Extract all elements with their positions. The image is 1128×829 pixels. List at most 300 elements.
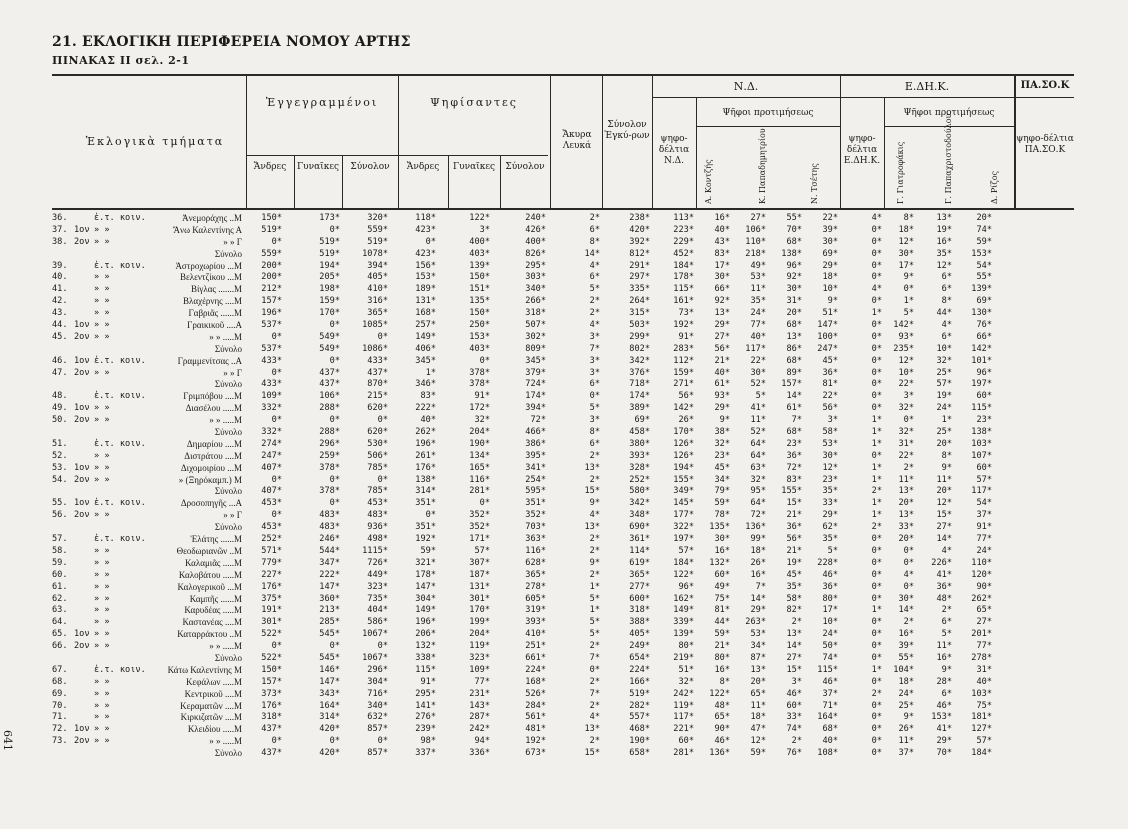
row-value-cell: 117* bbox=[673, 712, 694, 723]
row-value-cell: 9* bbox=[941, 664, 952, 675]
row-value-cell: 80* bbox=[714, 652, 730, 663]
row-kind: » » bbox=[94, 688, 110, 699]
row-value-cell: 249* bbox=[629, 641, 650, 652]
table-row bbox=[0, 701, 1128, 713]
row-value-cell: 0* bbox=[329, 415, 340, 426]
row-section-name: » » .....Μ bbox=[209, 331, 242, 342]
row-number: 38. bbox=[52, 236, 68, 247]
row-value-cell: 1* bbox=[871, 308, 882, 319]
row-value-cell: 57* bbox=[678, 545, 694, 556]
row-value-cell: 0* bbox=[871, 748, 882, 759]
row-number: 49. bbox=[52, 403, 68, 414]
row-value-cell: 64* bbox=[750, 450, 766, 461]
row-value-cell: 580* bbox=[629, 486, 650, 497]
row-number: 66. bbox=[52, 641, 68, 652]
row-number: 68. bbox=[52, 676, 68, 687]
row-value-cell: 17* bbox=[898, 260, 914, 271]
row-value-cell: 174* bbox=[525, 391, 546, 402]
row-value-cell: 48* bbox=[714, 700, 730, 711]
table-row bbox=[0, 570, 1128, 582]
row-value-cell: 131* bbox=[469, 581, 490, 592]
row-value-cell: 351* bbox=[415, 522, 436, 533]
row-value-cell: 176* bbox=[261, 581, 282, 592]
table-row bbox=[0, 641, 1128, 653]
row-value-cell: 10* bbox=[822, 617, 838, 628]
subheader-rule-2 bbox=[398, 155, 548, 156]
row-value-cell: 628* bbox=[525, 557, 546, 568]
page-subtitle: ΠΙΝΑΚΑΣ ΙΙ σελ. 2-1 bbox=[52, 54, 190, 67]
row-value-cell: 142* bbox=[971, 343, 992, 354]
col-rule bbox=[602, 74, 603, 209]
row-value-cell: 936* bbox=[367, 522, 388, 533]
row-value-cell: 70* bbox=[786, 224, 802, 235]
row-section-name: Γραικικοῦ ....Α bbox=[187, 320, 242, 331]
row-value-cell: 78* bbox=[714, 510, 730, 521]
table-row bbox=[0, 665, 1128, 677]
row-value-cell: 0* bbox=[903, 545, 914, 556]
row-value-cell: 321* bbox=[415, 557, 436, 568]
row-value-cell: 31* bbox=[976, 664, 992, 675]
table-row bbox=[0, 486, 1128, 498]
row-value-cell: 65* bbox=[750, 688, 766, 699]
row-value-cell: 2* bbox=[589, 641, 600, 652]
row-value-cell: 0* bbox=[271, 736, 282, 747]
row-value-cell: 2* bbox=[589, 534, 600, 545]
row-value-cell: 0* bbox=[425, 236, 436, 247]
row-value-cell: 36* bbox=[936, 581, 952, 592]
row-value-cell: 95* bbox=[750, 486, 766, 497]
row-value-cell: 3* bbox=[589, 367, 600, 378]
row-value-cell: 126* bbox=[673, 450, 694, 461]
row-value-cell: 24* bbox=[976, 545, 992, 556]
row-value-cell: 10* bbox=[822, 284, 838, 295]
row-value-cell: 13* bbox=[898, 510, 914, 521]
row-section-name: » » Γ bbox=[223, 510, 242, 521]
row-value-cell: 8* bbox=[589, 236, 600, 247]
table-row bbox=[0, 261, 1128, 273]
row-value-cell: 6* bbox=[589, 224, 600, 235]
row-value-cell: 5* bbox=[589, 284, 600, 295]
row-value-cell: 0* bbox=[377, 641, 388, 652]
row-number: 53. bbox=[52, 462, 68, 473]
row-value-cell: 240* bbox=[525, 213, 546, 223]
row-value-cell: 142* bbox=[673, 403, 694, 414]
row-value-cell: 76* bbox=[976, 320, 992, 331]
row-value-cell: 13* bbox=[750, 664, 766, 675]
row-value-cell: 410* bbox=[367, 284, 388, 295]
row-value-cell: 278* bbox=[971, 652, 992, 663]
row-value-cell: 106* bbox=[319, 391, 340, 402]
row-value-cell: 77* bbox=[976, 641, 992, 652]
row-subdivision: 2ον bbox=[74, 415, 90, 426]
row-value-cell: 348* bbox=[629, 510, 650, 521]
row-section-name: Γραμμενίτσας ..Α bbox=[177, 355, 242, 366]
row-value-cell: 115* bbox=[673, 284, 694, 295]
row-value-cell: 12* bbox=[898, 236, 914, 247]
page-title: 21. ΕΚΛΟΓΙΚΗ ΠΕΡΙΦΕΡΕΙΑ ΝΟΜΟΥ ΑΡΤΗΣ bbox=[52, 34, 411, 50]
row-value-cell: 159* bbox=[319, 296, 340, 307]
row-value-cell: 64* bbox=[750, 438, 766, 449]
party-rule bbox=[652, 97, 1074, 98]
row-value-cell: 62* bbox=[822, 522, 838, 533]
row-value-cell: 20* bbox=[936, 438, 952, 449]
row-value-cell: 1115* bbox=[362, 545, 388, 556]
row-value-cell: 281* bbox=[673, 748, 694, 759]
row-number: 43. bbox=[52, 308, 68, 319]
row-value-cell: 314* bbox=[319, 712, 340, 723]
row-value-cell: 127* bbox=[971, 724, 992, 735]
row-kind: ἐ.τ. κοιν. bbox=[94, 534, 146, 545]
row-value-cell: 400* bbox=[469, 236, 490, 247]
row-value-cell: 33* bbox=[786, 712, 802, 723]
row-value-cell: 184* bbox=[673, 260, 694, 271]
row-value-cell: 4* bbox=[941, 320, 952, 331]
table-row bbox=[0, 510, 1128, 522]
row-value-cell: 2* bbox=[589, 676, 600, 687]
row-value-cell: 91* bbox=[420, 676, 436, 687]
row-value-cell: 360* bbox=[319, 593, 340, 604]
row-value-cell: 141* bbox=[415, 700, 436, 711]
row-subdivision: 2ον bbox=[74, 474, 90, 485]
row-value-cell: 98* bbox=[420, 736, 436, 747]
row-value-cell: 68* bbox=[786, 236, 802, 247]
row-section-name: Βλαχέρνης ....Μ bbox=[183, 296, 242, 307]
row-section-name: Θεοδωριανῶν ..Μ bbox=[176, 545, 242, 556]
row-value-cell: 519* bbox=[261, 224, 282, 235]
row-number: 45. bbox=[52, 331, 68, 342]
header-invalid: Ἄκυρα Λευκά bbox=[562, 130, 592, 151]
row-value-cell: 5* bbox=[755, 391, 766, 402]
row-value-cell: 420* bbox=[319, 724, 340, 735]
row-kind: » » bbox=[94, 236, 110, 247]
row-value-cell: 266* bbox=[525, 296, 546, 307]
row-value-cell: 39* bbox=[822, 224, 838, 235]
row-value-cell: 55* bbox=[786, 213, 802, 223]
row-value-cell: 40* bbox=[420, 415, 436, 426]
row-kind: » » bbox=[94, 284, 110, 295]
table-row bbox=[0, 498, 1128, 510]
row-value-cell: 282* bbox=[629, 700, 650, 711]
row-value-cell: 0* bbox=[871, 545, 882, 556]
row-kind: » » bbox=[94, 676, 110, 687]
row-value-cell: 116* bbox=[469, 474, 490, 485]
row-value-cell: 661* bbox=[525, 652, 546, 663]
row-value-cell: 29* bbox=[822, 510, 838, 521]
row-value-cell: 40* bbox=[714, 367, 730, 378]
row-value-cell: 151* bbox=[469, 284, 490, 295]
row-value-cell: 77* bbox=[474, 676, 490, 687]
row-value-cell: 206* bbox=[415, 629, 436, 640]
row-section-name: Βίγλας .......Μ bbox=[190, 284, 242, 295]
row-value-cell: 41* bbox=[936, 724, 952, 735]
row-subdivision: 2ον bbox=[74, 736, 90, 747]
row-value-cell: 262* bbox=[971, 593, 992, 604]
table-row bbox=[0, 368, 1128, 380]
row-section-name: Καλογερικοῦ ...Μ bbox=[177, 581, 242, 592]
row-value-cell: 449* bbox=[367, 569, 388, 580]
row-value-cell: 0* bbox=[871, 593, 882, 604]
row-kind: » » bbox=[94, 629, 110, 640]
row-value-cell: 0* bbox=[329, 498, 340, 509]
row-value-cell: 3* bbox=[589, 355, 600, 366]
row-value-cell: 0* bbox=[329, 224, 340, 235]
row-value-cell: 3* bbox=[589, 331, 600, 342]
row-value-cell: 466* bbox=[525, 427, 546, 438]
row-value-cell: 197* bbox=[673, 534, 694, 545]
row-value-cell: 69* bbox=[976, 296, 992, 307]
row-value-cell: 26* bbox=[750, 557, 766, 568]
row-value-cell: 110* bbox=[971, 557, 992, 568]
row-value-cell: 0* bbox=[871, 676, 882, 687]
row-section-name: Σύνολο bbox=[214, 486, 242, 497]
row-value-cell: 224* bbox=[629, 664, 650, 675]
row-number: 52. bbox=[52, 450, 68, 461]
row-value-cell: 724* bbox=[525, 379, 546, 390]
row-kind: » » bbox=[94, 510, 110, 521]
row-value-cell: 365* bbox=[525, 569, 546, 580]
row-value-cell: 63* bbox=[750, 462, 766, 473]
row-value-cell: 172* bbox=[469, 403, 490, 414]
row-value-cell: 14* bbox=[584, 248, 600, 259]
row-kind: » » bbox=[94, 224, 110, 235]
row-value-cell: 176* bbox=[415, 462, 436, 473]
row-value-cell: 288* bbox=[319, 403, 340, 414]
header-edik-ballots: ψηφο-δέλτια Ε.ΔΗ.Κ. bbox=[843, 134, 881, 166]
row-value-cell: 170* bbox=[469, 605, 490, 616]
row-value-cell: 53* bbox=[750, 272, 766, 283]
table-body bbox=[0, 213, 1128, 760]
row-value-cell: 0* bbox=[271, 331, 282, 342]
row-value-cell: 437* bbox=[367, 367, 388, 378]
row-value-cell: 17* bbox=[822, 605, 838, 616]
row-value-cell: 303* bbox=[525, 272, 546, 283]
row-value-cell: 52* bbox=[750, 379, 766, 390]
row-value-cell: 301* bbox=[469, 593, 490, 604]
row-value-cell: 22* bbox=[898, 450, 914, 461]
row-value-cell: 0* bbox=[871, 641, 882, 652]
row-value-cell: 2* bbox=[871, 486, 882, 497]
row-value-cell: 15* bbox=[584, 748, 600, 759]
row-value-cell: 57* bbox=[936, 379, 952, 390]
row-value-cell: 779* bbox=[261, 557, 282, 568]
row-value-cell: 8* bbox=[719, 676, 730, 687]
row-value-cell: 82* bbox=[786, 605, 802, 616]
row-value-cell: 147* bbox=[817, 320, 838, 331]
table-row bbox=[0, 308, 1128, 320]
row-value-cell: 53* bbox=[822, 438, 838, 449]
row-value-cell: 246* bbox=[319, 534, 340, 545]
row-value-cell: 407* bbox=[261, 486, 282, 497]
row-value-cell: 0* bbox=[871, 403, 882, 414]
row-subdivision: 1ον bbox=[74, 498, 90, 509]
row-value-cell: 351* bbox=[525, 498, 546, 509]
row-value-cell: 304* bbox=[415, 593, 436, 604]
row-value-cell: 506* bbox=[367, 450, 388, 461]
row-value-cell: 18* bbox=[822, 272, 838, 283]
row-value-cell: 25* bbox=[936, 427, 952, 438]
row-value-cell: 1* bbox=[589, 605, 600, 616]
row-value-cell: 11* bbox=[898, 474, 914, 485]
row-value-cell: 74* bbox=[976, 224, 992, 235]
row-value-cell: 109* bbox=[261, 391, 282, 402]
row-value-cell: 586* bbox=[367, 617, 388, 628]
row-value-cell: 20* bbox=[976, 213, 992, 223]
row-value-cell: 119* bbox=[673, 700, 694, 711]
row-value-cell: 4* bbox=[589, 712, 600, 723]
row-value-cell: 87* bbox=[750, 652, 766, 663]
row-subdivision: 1ον bbox=[74, 355, 90, 366]
row-value-cell: 19* bbox=[786, 557, 802, 568]
row-value-cell: 13* bbox=[584, 522, 600, 533]
row-value-cell: 20* bbox=[936, 486, 952, 497]
row-value-cell: 5* bbox=[941, 629, 952, 640]
row-value-cell: 242* bbox=[673, 688, 694, 699]
row-value-cell: 51* bbox=[822, 308, 838, 319]
row-section-name: Σύνολο bbox=[214, 379, 242, 390]
row-value-cell: 212* bbox=[261, 284, 282, 295]
row-value-cell: 0* bbox=[377, 331, 388, 342]
row-value-cell: 295* bbox=[525, 260, 546, 271]
row-value-cell: 171* bbox=[469, 534, 490, 545]
row-value-cell: 130* bbox=[971, 308, 992, 319]
row-value-cell: 198* bbox=[319, 284, 340, 295]
header-party-nd: Ν.Δ. bbox=[733, 80, 759, 93]
row-value-cell: 277* bbox=[629, 581, 650, 592]
row-value-cell: 0* bbox=[271, 474, 282, 485]
row-value-cell: 32* bbox=[750, 474, 766, 485]
row-value-cell: 196* bbox=[415, 617, 436, 628]
row-kind: » » bbox=[94, 367, 110, 378]
table-row bbox=[0, 225, 1128, 237]
row-value-cell: 119* bbox=[469, 641, 490, 652]
row-value-cell: 44* bbox=[936, 308, 952, 319]
header-pasok-ballots: ψηφο-δέλτια ΠΑ.ΣΟ.Κ bbox=[1016, 134, 1074, 155]
row-value-cell: 200* bbox=[261, 260, 282, 271]
row-section-name: Γριμπόβου ....Μ bbox=[183, 391, 242, 402]
row-value-cell: 59* bbox=[750, 748, 766, 759]
table-row bbox=[0, 605, 1128, 617]
row-value-cell: 14* bbox=[786, 641, 802, 652]
row-value-cell: 5* bbox=[589, 593, 600, 604]
row-value-cell: 24* bbox=[898, 688, 914, 699]
row-value-cell: 36* bbox=[786, 522, 802, 533]
row-value-cell: 134* bbox=[469, 450, 490, 461]
row-value-cell: 189* bbox=[415, 284, 436, 295]
row-value-cell: 40* bbox=[976, 676, 992, 687]
row-section-name: Ἀνεμοράχης ..Μ bbox=[182, 213, 242, 223]
row-value-cell: 40* bbox=[714, 224, 730, 235]
row-value-cell: 600* bbox=[629, 593, 650, 604]
row-value-cell: 2* bbox=[589, 569, 600, 580]
row-value-cell: 406* bbox=[415, 343, 436, 354]
row-value-cell: 4* bbox=[589, 260, 600, 271]
row-value-cell: 147* bbox=[415, 581, 436, 592]
row-kind: ἐ.τ. κοιν. bbox=[94, 438, 146, 449]
row-number: 61. bbox=[52, 581, 68, 592]
row-value-cell: 30* bbox=[898, 593, 914, 604]
row-kind: » » bbox=[94, 331, 110, 342]
row-number: 62. bbox=[52, 593, 68, 604]
row-number: 39. bbox=[52, 260, 68, 271]
row-value-cell: 147* bbox=[319, 581, 340, 592]
row-value-cell: 200* bbox=[261, 272, 282, 283]
table-row bbox=[0, 451, 1128, 463]
row-number: 58. bbox=[52, 545, 68, 556]
row-section-name: Σύνολο bbox=[214, 748, 242, 759]
row-value-cell: 11* bbox=[750, 700, 766, 711]
row-value-cell: 12* bbox=[936, 498, 952, 509]
row-subdivision: 1ον bbox=[74, 462, 90, 473]
row-section-name: Κεντρικοῦ ....Μ bbox=[184, 688, 242, 699]
row-subdivision: 1ον bbox=[74, 724, 90, 735]
row-value-cell: 297* bbox=[629, 272, 650, 283]
row-value-cell: 8* bbox=[589, 427, 600, 438]
header-vote-men: Ἄνδρες bbox=[406, 162, 440, 172]
row-value-cell: 24* bbox=[936, 403, 952, 414]
row-value-cell: 437* bbox=[261, 724, 282, 735]
row-value-cell: 93* bbox=[898, 331, 914, 342]
row-value-cell: 337* bbox=[415, 748, 436, 759]
row-value-cell: 2* bbox=[589, 545, 600, 556]
table-row bbox=[0, 332, 1128, 344]
row-kind: » » bbox=[94, 581, 110, 592]
row-value-cell: 204* bbox=[469, 629, 490, 640]
row-value-cell: 341* bbox=[525, 462, 546, 473]
row-value-cell: 17* bbox=[714, 260, 730, 271]
row-value-cell: 117* bbox=[745, 343, 766, 354]
row-value-cell: 150* bbox=[469, 272, 490, 283]
row-number: 47. bbox=[52, 367, 68, 378]
row-value-cell: 41* bbox=[750, 403, 766, 414]
row-value-cell: 3* bbox=[827, 415, 838, 426]
row-value-cell: 658* bbox=[629, 748, 650, 759]
row-value-cell: 26* bbox=[898, 724, 914, 735]
row-value-cell: 0* bbox=[903, 415, 914, 426]
row-kind: » » bbox=[94, 700, 110, 711]
row-value-cell: 66* bbox=[714, 284, 730, 295]
row-section-name: Ἀστροχωρίου ...Μ bbox=[175, 260, 242, 271]
row-value-cell: 595* bbox=[525, 486, 546, 497]
prefs-rule-nd bbox=[696, 126, 840, 127]
row-value-cell: 30* bbox=[714, 534, 730, 545]
header-valid: Σύνολον Ἐγκύ-ρων bbox=[604, 120, 650, 141]
row-value-cell: 54* bbox=[976, 260, 992, 271]
row-value-cell: 503* bbox=[629, 320, 650, 331]
row-value-cell: 6* bbox=[941, 688, 952, 699]
row-value-cell: 30* bbox=[786, 284, 802, 295]
row-value-cell: 92* bbox=[714, 296, 730, 307]
row-value-cell: 60* bbox=[976, 391, 992, 402]
row-value-cell: 4* bbox=[871, 213, 882, 223]
row-value-cell: 319* bbox=[525, 605, 546, 616]
row-value-cell: 23* bbox=[786, 438, 802, 449]
row-value-cell: 15* bbox=[584, 486, 600, 497]
row-value-cell: 228* bbox=[817, 557, 838, 568]
row-section-name: Καλαμιᾶς .....Μ bbox=[185, 557, 242, 568]
row-value-cell: 870* bbox=[367, 379, 388, 390]
row-value-cell: 73* bbox=[678, 308, 694, 319]
row-subdivision: 2ον bbox=[74, 331, 90, 342]
table-row bbox=[0, 463, 1128, 475]
header-reg-women: Γυναῖκες bbox=[296, 162, 340, 172]
row-section-name: Διασέλου .....Μ bbox=[185, 403, 242, 414]
row-value-cell: 0* bbox=[871, 343, 882, 354]
row-subdivision: 1ον bbox=[74, 224, 90, 235]
row-number: 51. bbox=[52, 438, 68, 449]
row-value-cell: 690* bbox=[629, 522, 650, 533]
row-value-cell: 184* bbox=[673, 557, 694, 568]
row-value-cell: 278* bbox=[525, 581, 546, 592]
